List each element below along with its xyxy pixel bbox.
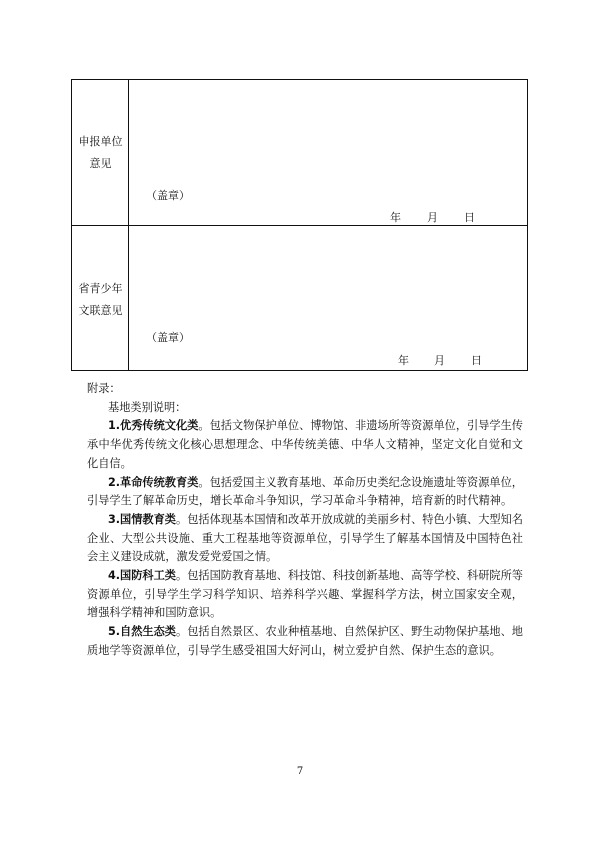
category-item <box>87 511 523 567</box>
page-number: 7 <box>296 766 304 777</box>
category-item <box>87 417 523 473</box>
category-item <box>87 474 523 511</box>
category-description: 。包括文物保护单位、博物馆、非遗场所等资源单位，引导学生传承中华优秀传统文化核心思想理念、中华传统美德、中华人文精神，坚定文化自觉和文化自信。 <box>87 419 523 470</box>
row-label <box>72 278 129 322</box>
category-description: 。包括爱国主义教育基地、革命历史类纪念设施遗址等资源单位，引导学生了解革命历史，增长革命斗争知识，学习革命斗争精神，培育新的时代精神。 <box>87 475 523 508</box>
stamp-label: （盖章） <box>146 331 190 344</box>
row-label-line: 申报单位 <box>78 135 123 148</box>
category-description: 。包括体现基本国情和改革开放成就的美丽乡村、特色小镇、大型知名企业、大型公共设施、重大工程基地等资源单位，引导学生了解基本国情及中国特色社会主义建设成就，激发爱党爱国之情。 <box>87 512 523 564</box>
category-item <box>87 623 523 660</box>
row-label <box>72 131 129 175</box>
date-month-label: 月 <box>434 354 445 367</box>
category-item <box>87 567 523 623</box>
category-heading: 1.优秀传统文化类 <box>108 419 199 433</box>
category-heading: 5.自然生态类 <box>108 625 177 639</box>
category-description: 。包括国防教育基地、科技馆、科技创新基地、高等学校、科研院所等资源单位，引导学生学习科学知识、培养科学兴趣、掌握科学方法，树立国家安全观，增强科学精神和国防意识。 <box>87 569 523 620</box>
row-label-line: 省青少年 <box>78 282 123 295</box>
row-label-line: 意见 <box>89 157 112 170</box>
appendix-title: 附录： <box>87 382 121 395</box>
appendix-section <box>87 380 523 661</box>
row-label-cell <box>72 226 129 371</box>
applicant-opinion-row <box>72 80 527 226</box>
row-label-cell <box>72 80 129 225</box>
date-year-label: 年 <box>390 211 401 224</box>
opinion-form-table <box>71 79 528 371</box>
provincial-federation-opinion-row <box>72 226 527 371</box>
row-label-line: 文联意见 <box>78 304 123 317</box>
category-heading: 3.国情教育类 <box>108 512 177 526</box>
category-description: 。包括自然景区、农业种植基地、自然保护区、野生动物保护基地、地质地学等资源单位，引导学生感受祖国大好河山，树立爱护自然、保护生态的意识。 <box>87 625 523 657</box>
stamp-label: （盖章） <box>146 189 190 202</box>
appendix-subtitle: 基地类别说明： <box>108 400 187 414</box>
category-heading: 2.革命传统教育类 <box>108 475 199 489</box>
date-month-label: 月 <box>427 211 438 224</box>
category-heading: 4.国防科工类 <box>108 569 177 583</box>
date-day-label: 日 <box>464 211 475 224</box>
date-day-label: 日 <box>471 354 482 367</box>
date-year-label: 年 <box>398 354 409 367</box>
